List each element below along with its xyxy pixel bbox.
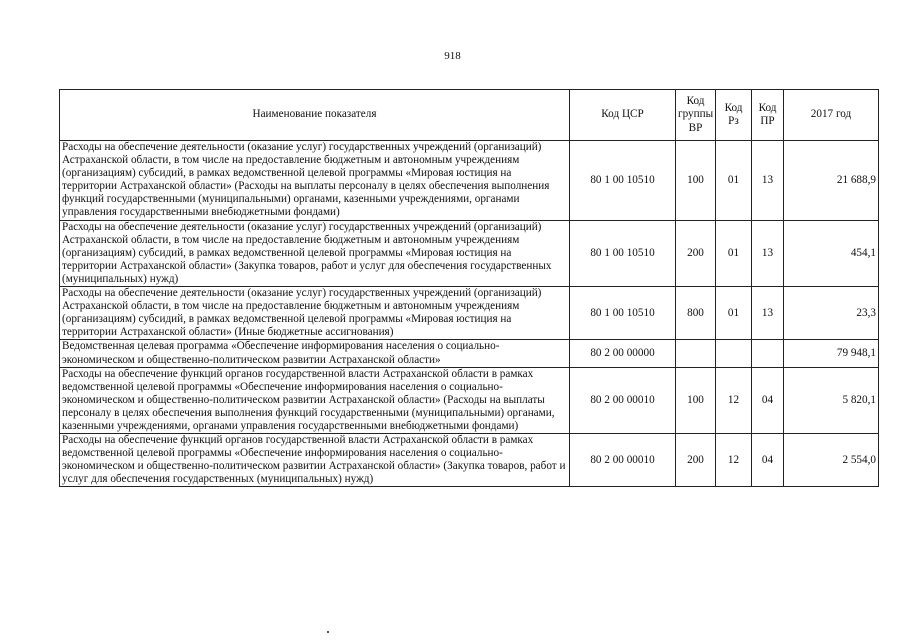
- table-row: [60, 367, 879, 433]
- row-pr-code: 13: [752, 287, 784, 340]
- row-csr-code: 80 2 00 00000: [570, 340, 676, 367]
- header-year: 2017 год: [784, 90, 879, 141]
- table-header-row: [60, 90, 879, 141]
- header-rz-code: Код Рз: [716, 90, 752, 141]
- row-vr-code: 800: [676, 287, 716, 340]
- table-row: [60, 434, 879, 487]
- row-vr-code: 100: [676, 141, 716, 221]
- table-row: [60, 141, 879, 221]
- row-rz-code: 01: [716, 220, 752, 286]
- row-rz-code: 12: [716, 434, 752, 487]
- row-rz-code: 01: [716, 287, 752, 340]
- row-name: Ведомственная целевая программа «Обеспечение информирования населения о социально-экономическом и общественно-политическом развитии Астраханской области»: [60, 340, 570, 367]
- row-pr-code: 04: [752, 434, 784, 487]
- row-amount: 23,3: [784, 287, 879, 340]
- row-amount: 5 820,1: [784, 367, 879, 433]
- page-number: 918: [444, 50, 461, 62]
- table-row: [60, 340, 879, 367]
- budget-table: [59, 89, 879, 487]
- row-pr-code: 04: [752, 367, 784, 433]
- row-amount: 79 948,1: [784, 340, 879, 367]
- row-csr-code: 80 1 00 10510: [570, 141, 676, 221]
- row-pr-code: [752, 340, 784, 367]
- row-csr-code: 80 1 00 10510: [570, 287, 676, 340]
- row-name: Расходы на обеспечение деятельности (оказание услуг) государственных учреждений (организаций) Астраханской области, в том числе на предоставление бюджетным и автономным учреждениям (организациям) субсидий, в рамках ведомственной целевой программы «Мировая юстиция на территории Астраханской области» (Иные бюджетные ассигнования): [60, 287, 570, 340]
- row-pr-code: 13: [752, 220, 784, 286]
- header-pr-code: Код ПР: [752, 90, 784, 141]
- row-name: Расходы на обеспечение деятельности (оказание услуг) государственных учреждений (организаций) Астраханской области, в том числе на предоставление бюджетным и автономным учреждениям (организациям) субсидий, в рамках ведомственной целевой программы «Мировая юстиция на территории Астраханской области» (Расходы на выплаты персоналу в целях обеспечения выполнения функций государственными (муниципальными) органами, казенными учреждениями, органами управления государственными внебюджетными фондами): [60, 141, 570, 221]
- table-row: [60, 287, 879, 340]
- table-row: [60, 220, 879, 286]
- row-pr-code: 13: [752, 141, 784, 221]
- row-name: Расходы на обеспечение функций органов государственной власти Астраханской области в рамках ведомственной целевой программы «Обеспечение информирования населения о социально-экономическом и общественно-политическом развитии Астраханской области» (Расходы на выплаты персоналу в целях обеспечения выполнения функций государственными (муниципальными) органами, казенными учреждениями, органами управления государственными внебюджетными фондами): [60, 367, 570, 433]
- row-vr-code: 200: [676, 434, 716, 487]
- row-vr-code: 200: [676, 220, 716, 286]
- row-csr-code: 80 2 00 00010: [570, 367, 676, 433]
- row-name: Расходы на обеспечение функций органов государственной власти Астраханской области в рамках ведомственной целевой программы «Обеспечение информирования населения о социально-экономическом и общественно-политическом развитии Астраханской области» (Закупка товаров, работ и услуг для обеспечения государственных (муниципальных) нужд): [60, 434, 570, 487]
- header-csr-code: Код ЦСР: [570, 90, 676, 141]
- row-vr-code: [676, 340, 716, 367]
- header-name: Наименование показателя: [60, 90, 570, 141]
- scan-speck: [327, 631, 329, 633]
- row-amount: 454,1: [784, 220, 879, 286]
- row-rz-code: 12: [716, 367, 752, 433]
- row-vr-code: 100: [676, 367, 716, 433]
- row-rz-code: [716, 340, 752, 367]
- row-csr-code: 80 1 00 10510: [570, 220, 676, 286]
- row-amount: 2 554,0: [784, 434, 879, 487]
- row-rz-code: 01: [716, 141, 752, 221]
- header-vr-code: Код группы ВР: [676, 90, 716, 141]
- row-name: Расходы на обеспечение деятельности (оказание услуг) государственных учреждений (организаций) Астраханской области, в том числе на предоставление бюджетным и автономным учреждениям (организациям) субсидий, в рамках ведомственной целевой программы «Мировая юстиция на территории Астраханской области» (Закупка товаров, работ и услуг для обеспечения государственных (муниципальных) нужд): [60, 220, 570, 286]
- row-amount: 21 688,9: [784, 141, 879, 221]
- row-csr-code: 80 2 00 00010: [570, 434, 676, 487]
